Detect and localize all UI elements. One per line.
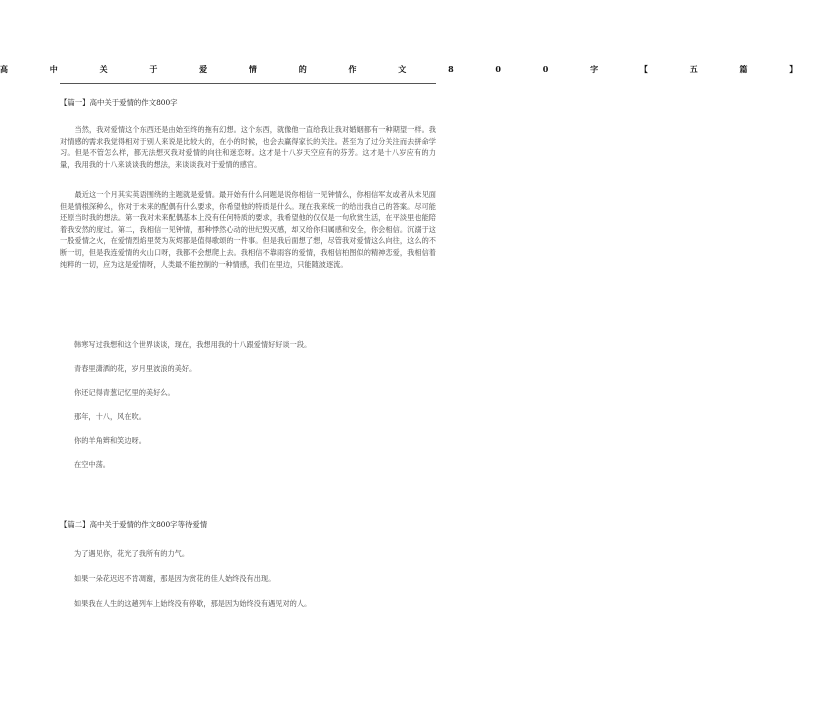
- title-divider: [60, 83, 436, 84]
- section-2-line-3: 如果我在人生的这趟列车上始终没有停歇，那是因为始终没有遇见对的人。: [74, 599, 312, 608]
- section-2-line-1: 为了遇见你，花光了我所有的力气。: [74, 549, 190, 558]
- section-1-paragraph-2: 最近这一个月其实英语围绕的主题就是爱情。最开始有什么问题是说你相信一见钟情么，你相信军友或者从未见面但是情根深种么，你对于未来的配偶有什么要求，你希望他的特质是什么。现在我来统一的给出我自己的答案。尽可能还原当时我的想法。第一我对未来配偶基本上没有任何特质的要求，我希望他的仅仅是一句欣赏生活，在平淡里也能陪着我安然的度过。第二，我相信一见钟情，那种悸然心动的世纪毁灭感，却又给你归属感和安全，你会相信。沉溺于这一股爱情之火，在爱情烈焰里焚为灰烬都是值得歌颂的一件事。但是我后面想了想，尽管我对爱情这么向往，这么的不断一切，但是我连爱情的火山口呀，我都不会想爬上去。我相信不靠雨容的爱情，我相信柏图似的精神恋爱，我相信着纯粹的一切，应为这是爱情呀，人类最不能控制的一种情感，我们在里边，只能随波逐流。: [60, 190, 436, 269]
- section-1-line-1: 韩寒写过我想和这个世界谈谈，现在，我想用我的十八跟爱情好好谈一段。: [74, 340, 312, 349]
- section-1-line-3: 你还记得青葱记忆里的美好么。: [74, 388, 175, 397]
- section-1-line-4: 那年，十八，风在吹。: [74, 412, 146, 421]
- section-heading-2: 【篇二】高中关于爱情的作文800字等待爱情: [60, 520, 208, 529]
- document-title: 高 中 关 于 爱 情 的 作 文 8 0 0 字 【 五 篇 】: [0, 64, 817, 74]
- section-2-line-2: 如果一朵花迟迟不肯凋谢，那是因为赏花的佳人始终没有出现。: [74, 574, 276, 583]
- section-1-line-6: 在空中荡。: [74, 460, 110, 469]
- section-1-paragraph-1: 当然，我对爱情这个东西还是由始至终的拖有幻想。这个东西，就像他一直给我让我对婚姻都有一种期望一样。我对情感的需求我觉得相对于别人来说是比较大的，在小的时候，也会去赢得家长的关注。甚至为了过分关注而去拼命学习。但是不管怎么样，都无法想灭我对爱情的向往和迷恋呀。这才是十八岁天空应有的芬芳。这才是十八岁应有的力量，我用我的十八来谈谈我的想法，来谈谈我对于爱情的感官。: [60, 125, 436, 169]
- section-heading-1: 【篇一】高中关于爱情的作文800字: [60, 98, 178, 107]
- section-1-line-2: 青春里潇洒的花，岁月里波浪的美好。: [74, 364, 197, 373]
- section-1-line-5: 你的羊角辫和笑边呀。: [74, 436, 146, 445]
